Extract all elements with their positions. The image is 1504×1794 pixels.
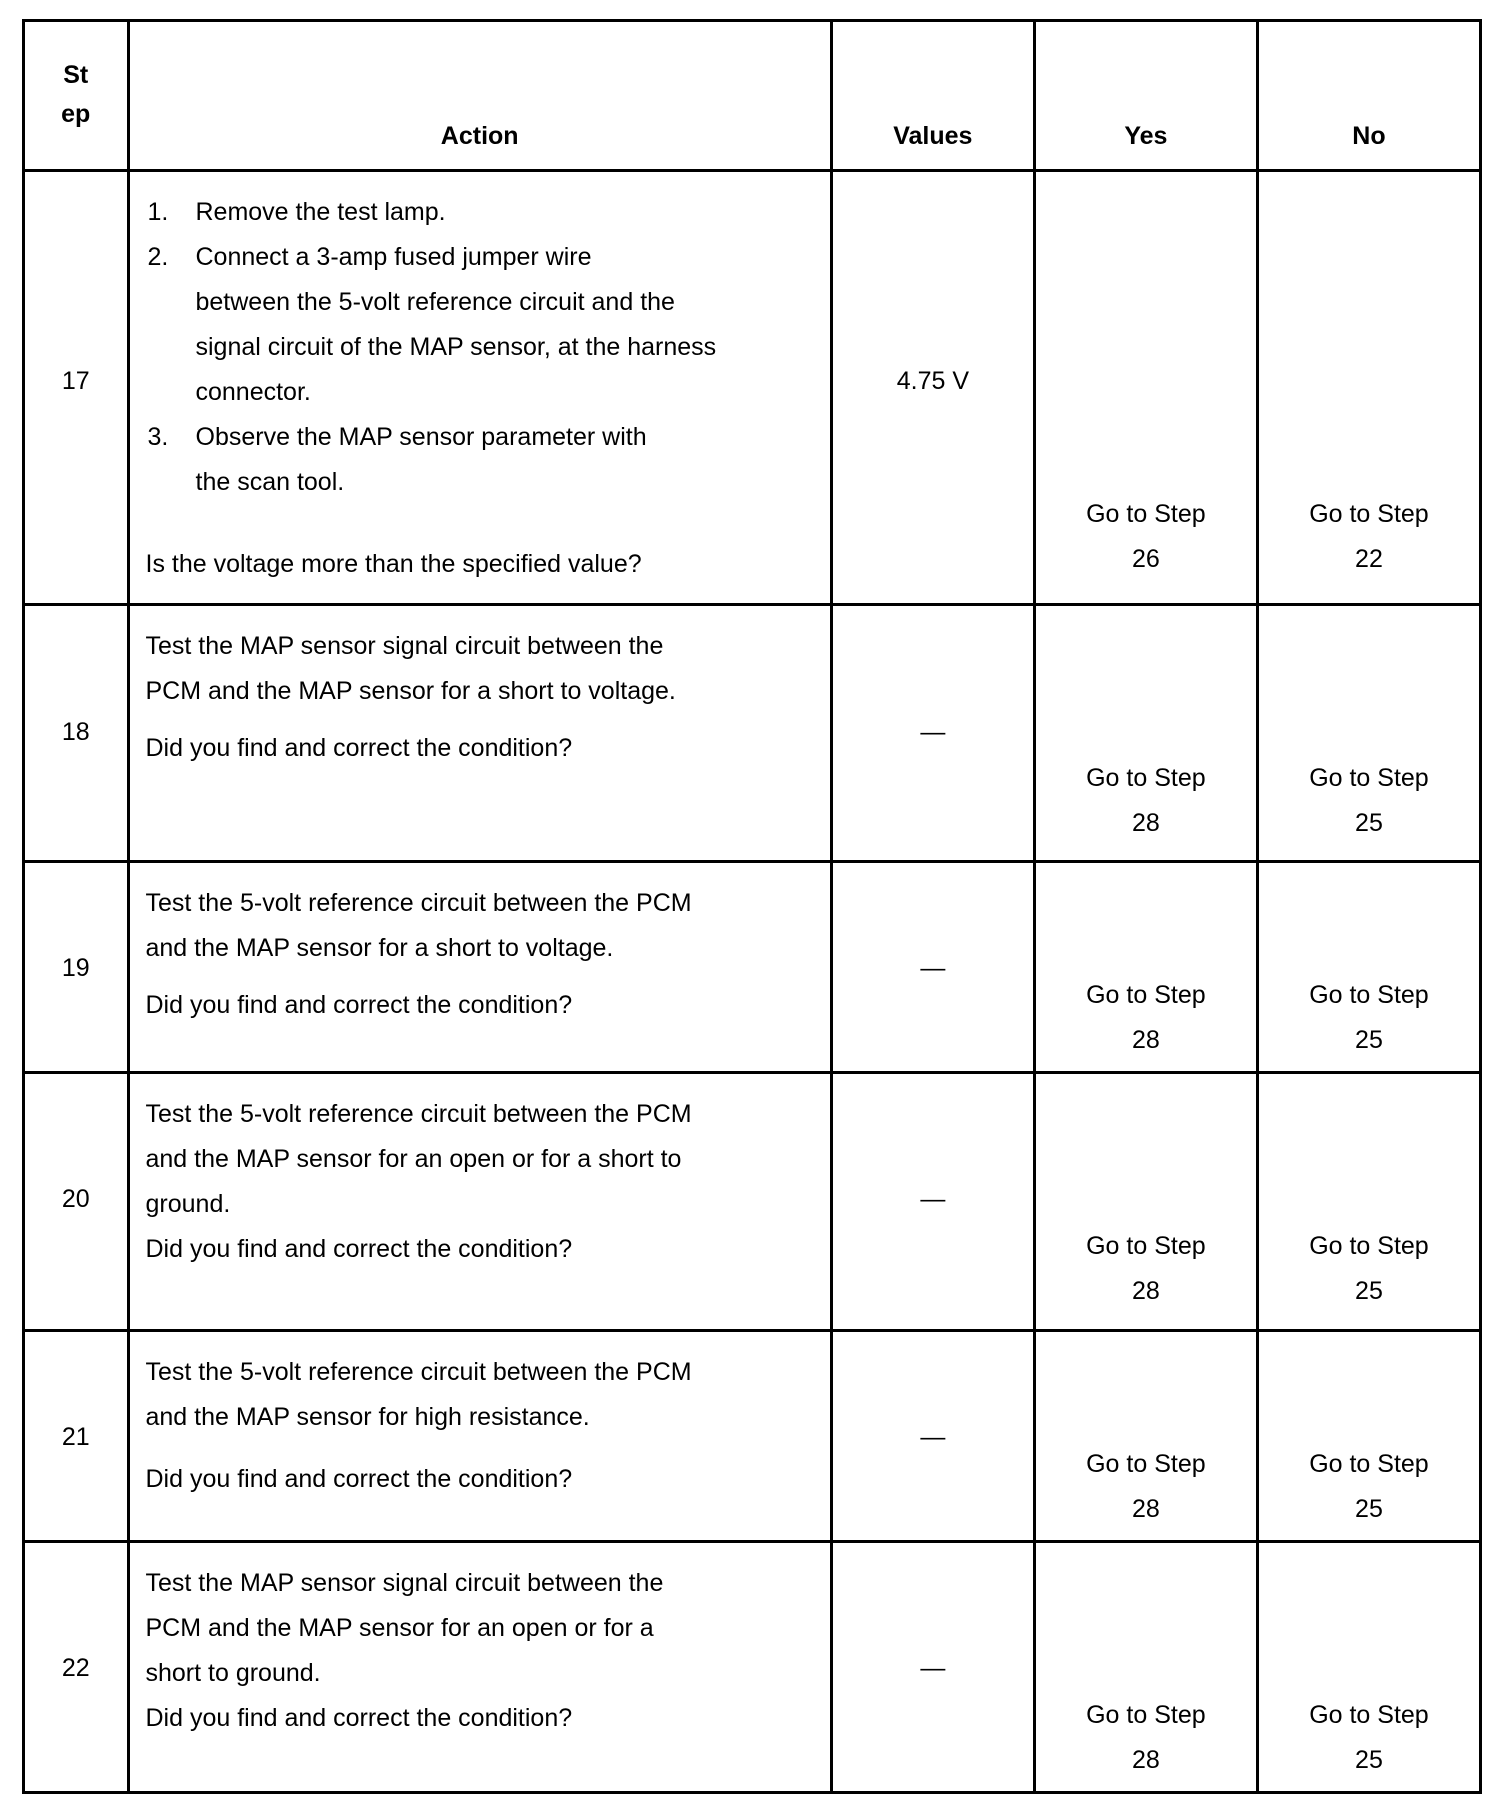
go-to-step-number: 28 <box>1131 1745 1160 1774</box>
value-text: 4.75 V <box>896 366 969 395</box>
no-cell <box>1257 1541 1480 1792</box>
step-number: 21 <box>61 1422 90 1451</box>
action-line <box>146 669 820 714</box>
action-line <box>146 1137 820 1182</box>
step-cell <box>24 1073 129 1330</box>
action-line <box>146 325 820 370</box>
header-step-line2: ep <box>61 100 91 129</box>
go-to-step-number: 28 <box>1131 808 1160 837</box>
table-row <box>24 604 1481 861</box>
step-number: 17 <box>61 366 90 395</box>
go-to-step-number: 28 <box>1131 1277 1160 1306</box>
action-question: Did you find and correct the condition? <box>145 733 573 762</box>
action-line-text: and the MAP sensor for high resistance. <box>145 1402 590 1431</box>
go-to-label: Go to Step <box>1086 981 1206 1010</box>
action-line-text: Test the 5-volt reference circuit between the PCM <box>145 1100 692 1129</box>
action-line-text: PCM and the MAP sensor for a short to voltage. <box>145 676 676 705</box>
action-line <box>146 1227 820 1272</box>
go-to-label: Go to Step <box>1309 1449 1429 1478</box>
go-to-step-yes <box>1036 1224 1256 1314</box>
action-line-text: Did you find and correct the condition? <box>145 1703 573 1732</box>
action-line-text: Did you find and correct the condition? <box>145 1235 573 1264</box>
action-line <box>146 370 820 415</box>
header-step <box>24 21 129 171</box>
action-cell <box>128 1541 831 1792</box>
action-line <box>146 881 820 926</box>
action-text <box>146 881 820 971</box>
action-line-text: ground. <box>145 1190 231 1219</box>
action-cell <box>128 862 831 1073</box>
go-to-step-no <box>1259 492 1479 582</box>
no-cell <box>1257 1330 1480 1541</box>
action-line <box>146 460 820 505</box>
go-to-step-no <box>1259 1224 1479 1314</box>
go-to-label: Go to Step <box>1086 1232 1206 1261</box>
action-line <box>146 1696 820 1741</box>
values-cell <box>831 1073 1034 1330</box>
step-cell <box>24 862 129 1073</box>
value-text: — <box>920 1653 946 1682</box>
action-line-text: Remove the test lamp. <box>195 197 446 226</box>
yes-cell <box>1034 604 1257 861</box>
action-line <box>146 190 820 235</box>
action-number: 2. <box>147 242 169 271</box>
no-cell <box>1257 1073 1480 1330</box>
action-line <box>146 1092 820 1137</box>
values-cell <box>831 1541 1034 1792</box>
action-text <box>146 624 820 714</box>
values-cell <box>831 1330 1034 1541</box>
go-to-step-number: 28 <box>1131 1494 1160 1523</box>
action-question: Did you find and correct the condition? <box>145 1464 573 1493</box>
value-text: — <box>920 954 946 983</box>
step-cell <box>24 1330 129 1541</box>
go-to-step-no <box>1259 1693 1479 1783</box>
action-text <box>146 1350 820 1440</box>
go-to-step-number: 26 <box>1131 544 1160 573</box>
action-line-text: signal circuit of the MAP sensor, at the harness <box>195 332 717 361</box>
header-no: No <box>1257 21 1480 171</box>
go-to-step-no <box>1259 756 1479 846</box>
action-line <box>146 624 820 669</box>
no-cell <box>1257 170 1480 604</box>
action-text <box>146 190 820 505</box>
go-to-step-number: 25 <box>1355 1277 1383 1306</box>
step-cell <box>24 604 129 861</box>
diagnostic-table <box>22 19 1482 1794</box>
go-to-step-number: 25 <box>1355 1026 1383 1055</box>
values-cell <box>831 862 1034 1073</box>
go-to-label: Go to Step <box>1309 981 1429 1010</box>
values-cell <box>831 604 1034 861</box>
go-to-step-yes <box>1036 492 1256 582</box>
action-line-text: Test the MAP sensor signal circuit between the <box>145 1568 664 1597</box>
action-line <box>146 415 820 460</box>
go-to-step-yes <box>1036 756 1256 846</box>
action-question: Did you find and correct the condition? <box>145 991 573 1020</box>
step-cell <box>24 1541 129 1792</box>
go-to-step-number: 28 <box>1131 1026 1160 1055</box>
action-line-text: and the MAP sensor for a short to voltage. <box>145 934 614 963</box>
go-to-label: Go to Step <box>1086 763 1206 792</box>
action-cell <box>128 604 831 861</box>
step-number: 18 <box>61 717 90 746</box>
table-row <box>24 1541 1481 1792</box>
no-cell <box>1257 604 1480 861</box>
action-text <box>146 1561 820 1741</box>
action-line-text: the scan tool. <box>195 467 345 496</box>
go-to-step-number: 25 <box>1355 808 1383 837</box>
go-to-label: Go to Step <box>1086 499 1206 528</box>
action-line <box>146 926 820 971</box>
yes-cell <box>1034 1330 1257 1541</box>
action-line <box>146 1561 820 1606</box>
action-line <box>146 1651 820 1696</box>
step-number: 22 <box>61 1653 90 1682</box>
yes-cell <box>1034 170 1257 604</box>
action-line-text: connector. <box>195 377 311 406</box>
action-line <box>146 235 820 280</box>
go-to-label: Go to Step <box>1309 763 1429 792</box>
action-cell <box>128 1073 831 1330</box>
action-line-text: Test the 5-volt reference circuit between the PCM <box>145 1357 692 1386</box>
header-row <box>24 21 1481 171</box>
go-to-label: Go to Step <box>1309 499 1429 528</box>
action-question: Is the voltage more than the specified value? <box>145 549 642 578</box>
table-row <box>24 170 1481 604</box>
action-cell <box>128 170 831 604</box>
no-cell <box>1257 862 1480 1073</box>
header-values: Values <box>831 21 1034 171</box>
go-to-label: Go to Step <box>1309 1232 1429 1261</box>
action-line-text: and the MAP sensor for an open or for a short to <box>145 1145 682 1174</box>
action-line-text: Test the MAP sensor signal circuit between the <box>145 631 664 660</box>
header-step-line1: St <box>63 61 89 90</box>
table-row <box>24 862 1481 1073</box>
table-row <box>24 1073 1481 1330</box>
header-yes: Yes <box>1034 21 1257 171</box>
go-to-step-no <box>1259 973 1479 1063</box>
header-action: Action <box>128 21 831 171</box>
action-line <box>146 1182 820 1227</box>
go-to-label: Go to Step <box>1309 1700 1429 1729</box>
value-text: — <box>920 1422 946 1451</box>
action-text <box>146 1092 820 1272</box>
action-line-text: Observe the MAP sensor parameter with <box>195 422 647 451</box>
action-line <box>146 1395 820 1440</box>
go-to-step-no <box>1259 1442 1479 1532</box>
go-to-step-yes <box>1036 1442 1256 1532</box>
step-cell <box>24 170 129 604</box>
action-line <box>146 1606 820 1651</box>
yes-cell <box>1034 1541 1257 1792</box>
action-line-text: short to ground. <box>145 1658 321 1687</box>
action-line-text: PCM and the MAP sensor for an open or for a <box>145 1613 654 1642</box>
action-line-text: Connect a 3-amp fused jumper wire <box>195 242 592 271</box>
go-to-step-yes <box>1036 1693 1256 1783</box>
step-number: 19 <box>61 954 90 983</box>
step-number: 20 <box>61 1185 90 1214</box>
action-number: 1. <box>147 197 169 226</box>
action-line <box>146 1350 820 1395</box>
action-cell <box>128 1330 831 1541</box>
go-to-step-yes <box>1036 973 1256 1063</box>
value-text: — <box>920 717 946 746</box>
go-to-step-number: 22 <box>1355 544 1383 573</box>
yes-cell <box>1034 862 1257 1073</box>
action-number: 3. <box>147 422 169 451</box>
values-cell <box>831 170 1034 604</box>
yes-cell <box>1034 1073 1257 1330</box>
value-text: — <box>920 1185 946 1214</box>
action-line <box>146 280 820 325</box>
go-to-label: Go to Step <box>1086 1449 1206 1478</box>
go-to-label: Go to Step <box>1086 1700 1206 1729</box>
action-line-text: between the 5-volt reference circuit and the <box>195 287 675 316</box>
action-line-text: Test the 5-volt reference circuit between the PCM <box>145 889 692 918</box>
table-row <box>24 1330 1481 1541</box>
go-to-step-number: 25 <box>1355 1494 1383 1523</box>
go-to-step-number: 25 <box>1355 1745 1383 1774</box>
